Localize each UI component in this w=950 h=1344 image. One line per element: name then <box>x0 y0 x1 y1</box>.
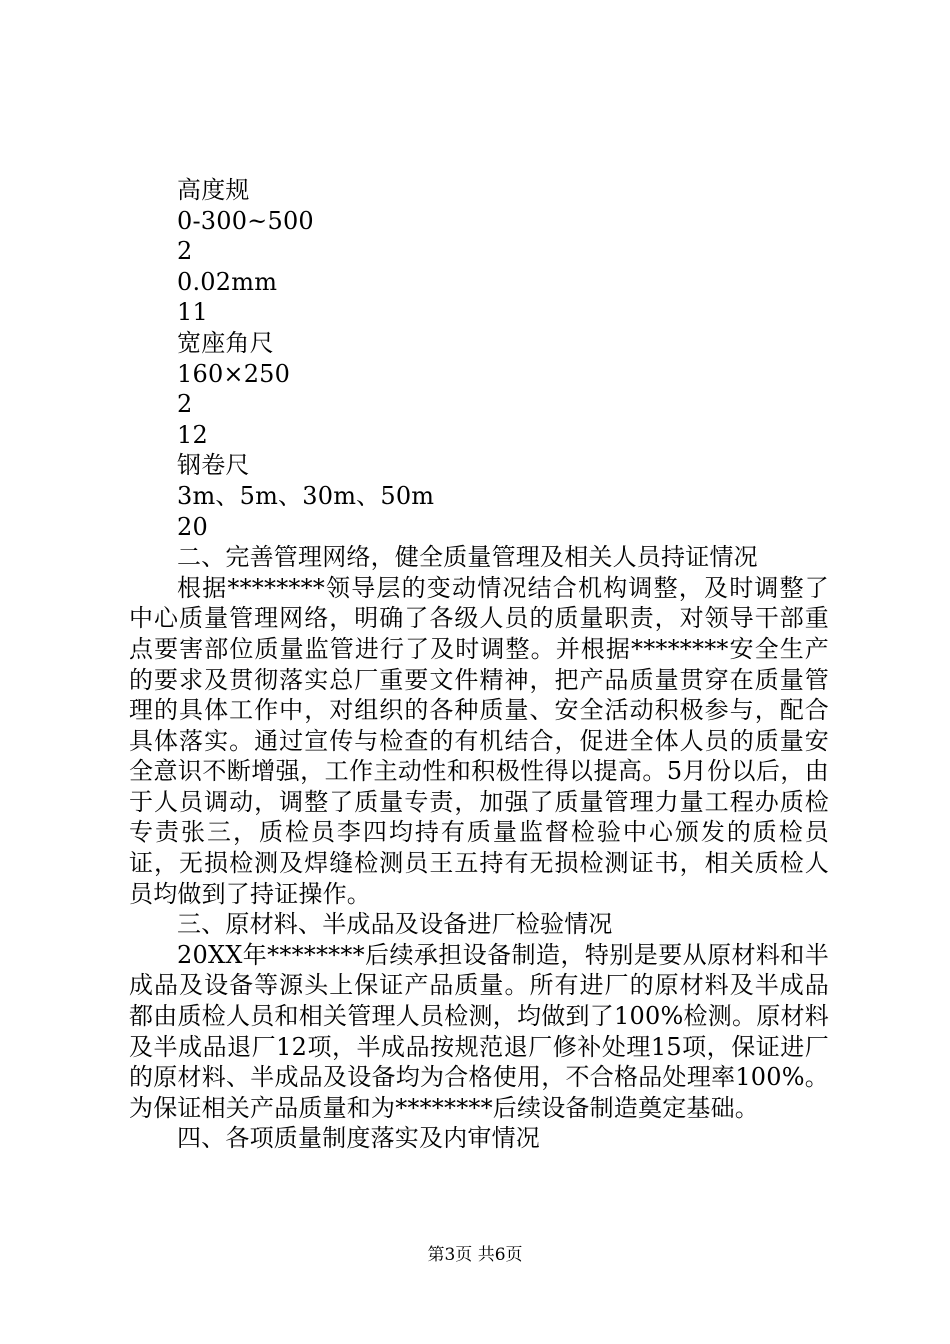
section-paragraph-2: 根据********领导层的变动情况结合机构调整，及时调整了中心质量管理网络，明确了各级人员的质量职责，对领导干部重点要害部位质量监管进行了及时调整。并根据********安全生产的要求及贯彻落实总厂重要文件精神，把产品质量贯穿在质量管理的具体工作中，对组织的各种质量、安全活动积极参与，配合具体落实。通过宣传与检查的有机结合，促进全体人员的质量安全意识不断增强，工作主动性和积极性得以提高。5月份以后，由于人员调动，调整了质量专责，加强了质量管理力量工程办质检专责张三，质检员李四均持有质量监督检验中心颁发的质检员证，无损检测及焊缝检测员王五持有无损检测证书，相关质检人员均做到了持证操作。 <box>129 573 829 908</box>
table-cell-text: 12 <box>177 420 208 449</box>
table-cell-text: 11 <box>177 298 208 327</box>
table-cell-text: 3m、5m、30m、50m <box>177 481 435 510</box>
section-heading-2: 二、完善管理网络，健全质量管理及相关人员持证情况 <box>177 543 758 572</box>
table-cell-text: 高度规 <box>177 176 250 204</box>
table-cell-text: 2 <box>177 237 193 266</box>
table-cell-text: 0.02mm <box>177 267 278 296</box>
page-footer: 第3页 共6页 <box>427 1245 523 1265</box>
section-paragraph-3: 20XX年********后续承担设备制造，特别是要从原材料和半成品及设备等源头上保证产品质量。所有进厂的原材料及半成品都由质检人员和相关管理人员检测，均做到了100%检测。原材料及半成品退厂12项，半成品按规范退厂修补处理15项，保证进厂的原材料、半成品及设备均为合格使用，不合格品处理率100%。为保证相关产品质量和为********后续设备制造奠定基础。 <box>129 940 829 1122</box>
table-cell-text: 0-300~500 <box>177 206 314 235</box>
table-cell-text: 2 <box>177 390 193 419</box>
document-body <box>129 175 829 1154</box>
table-cell-text: 钢卷尺 <box>177 451 250 480</box>
section-heading-3: 三、原材料、半成品及设备进厂检验情况 <box>177 910 613 939</box>
table-cell-text: 宽座角尺 <box>177 328 274 357</box>
table-cell-text: 160×250 <box>177 359 291 388</box>
section-heading-4: 四、各项质量制度落实及内审情况 <box>177 1124 540 1153</box>
table-cell-text: 20 <box>177 512 208 541</box>
